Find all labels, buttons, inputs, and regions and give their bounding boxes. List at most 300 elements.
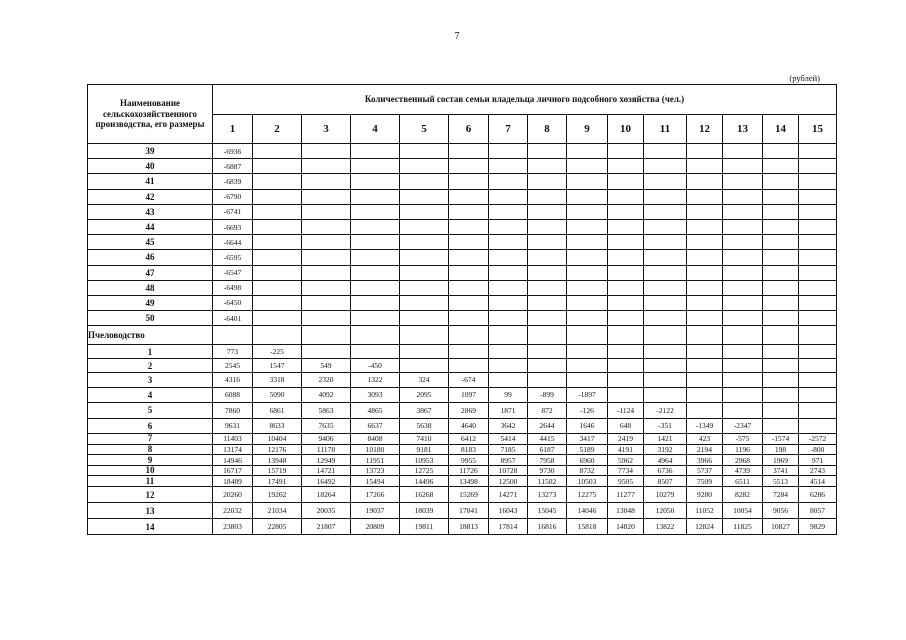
table-cell [723,345,763,359]
table-cell: -2347 [723,418,763,434]
row-label: 3 [88,373,213,387]
table-cell: -6498 [213,280,253,295]
table-cell [567,159,608,174]
column-header-15: 15 [799,114,837,144]
row-label: 2 [88,359,213,373]
table-cell: 5513 [763,476,799,487]
table-cell: 10404 [253,434,302,445]
table-cell: -6547 [213,265,253,280]
table-cell: 5414 [489,434,528,445]
table-cell: -6839 [213,174,253,189]
table-cell [723,189,763,204]
table-cell: 7284 [763,487,799,503]
table-cell: 872 [528,403,567,419]
row-label: 39 [88,144,213,159]
table-cell [351,295,400,310]
table-cell [608,219,644,234]
table-cell [253,326,302,345]
table-cell [687,189,723,204]
table-cell: 14721 [302,465,351,476]
table-cell: 14271 [489,487,528,503]
table-cell: -351 [644,418,687,434]
table-cell: 13273 [528,487,567,503]
table-cell: 3642 [489,418,528,434]
table-cell [528,265,567,280]
row-label: 10 [88,465,213,476]
table-cell [400,144,449,159]
table-cell [302,250,351,265]
table-row [88,280,837,295]
table-cell [253,144,302,159]
table-cell: 11502 [528,476,567,487]
table-cell [763,159,799,174]
table-cell: 7509 [687,476,723,487]
table-cell [567,235,608,250]
table-cell: -6741 [213,204,253,219]
table-cell [351,159,400,174]
table-cell [687,345,723,359]
table-cell [489,311,528,326]
table-cell [449,311,489,326]
row-label: 11 [88,476,213,487]
column-header-10: 10 [608,114,644,144]
table-cell [351,250,400,265]
table-cell: 4191 [608,444,644,455]
table-cell [351,326,400,345]
table-cell [687,359,723,373]
table-cell [400,204,449,219]
table-cell [253,159,302,174]
table-cell [763,144,799,159]
table-cell: 2194 [687,444,723,455]
table-cell [351,235,400,250]
table-row [88,235,837,250]
table-cell [687,280,723,295]
table-cell [351,189,400,204]
table-cell [608,265,644,280]
table-cell: 13723 [351,465,400,476]
table-cell [799,189,837,204]
table-row [88,345,837,359]
table-cell [449,174,489,189]
table-cell [799,265,837,280]
table-cell: 17491 [253,476,302,487]
column-header-2: 2 [253,114,302,144]
table-cell [528,311,567,326]
table-cell: 648 [608,418,644,434]
table-cell [763,387,799,403]
table-cell [567,174,608,189]
table-cell [253,174,302,189]
table-row [88,359,837,373]
table-cell: 17266 [351,487,400,503]
table-cell: 8957 [489,455,528,466]
table-cell: 1969 [763,455,799,466]
table-cell [763,204,799,219]
table-cell [489,159,528,174]
table-cell [351,280,400,295]
table-cell [351,204,400,219]
table-cell [608,359,644,373]
table-cell: 2743 [799,465,837,476]
table-cell: -674 [449,373,489,387]
table-cell [799,387,837,403]
table-cell: 6637 [351,418,400,434]
table-cell [528,144,567,159]
table-cell: 10728 [489,465,528,476]
table-cell: 5962 [608,455,644,466]
table-cell: 9280 [687,487,723,503]
table-cell [763,189,799,204]
table-cell: -1574 [763,434,799,445]
table-cell: 8732 [567,465,608,476]
table-row [88,503,837,519]
table-cell: 2419 [608,434,644,445]
family-size-group-header: Количественный состав семьи владельца личного подсобного хозяйства (чел.) [213,85,837,115]
table-cell [687,174,723,189]
table-cell: 9406 [302,434,351,445]
table-cell [763,265,799,280]
table-cell [528,189,567,204]
table-cell [253,265,302,280]
table-cell: -1124 [608,403,644,419]
table-cell [723,387,763,403]
table-cell: 15818 [567,519,608,535]
table-cell [449,219,489,234]
table-cell [253,311,302,326]
table-cell: 18039 [400,503,449,519]
table-cell [608,204,644,219]
table-cell [489,235,528,250]
table-row [88,455,837,466]
table-cell [400,326,449,345]
table-cell: 7958 [528,455,567,466]
table-cell [799,174,837,189]
table-cell: 19811 [400,519,449,535]
table-cell [608,250,644,265]
table-cell [253,204,302,219]
table-cell [400,345,449,359]
table-cell [302,159,351,174]
table-cell [567,326,608,345]
column-header-1: 1 [213,114,253,144]
table-row [88,487,837,503]
table-cell [763,311,799,326]
table-cell: 971 [799,455,837,466]
column-header-3: 3 [302,114,351,144]
table-cell [449,189,489,204]
table-cell [763,250,799,265]
table-cell: 9056 [763,503,799,519]
table-cell: 2869 [449,403,489,419]
table-cell: -1897 [567,387,608,403]
table-cell [528,345,567,359]
table-cell [763,235,799,250]
table-cell [644,189,687,204]
table-cell: 4640 [449,418,489,434]
table-cell: -6450 [213,295,253,310]
table-row [88,174,837,189]
table-row [88,295,837,310]
table-cell [400,159,449,174]
table-cell [763,174,799,189]
row-label: 6 [88,418,213,434]
column-header-5: 5 [400,114,449,144]
table-cell: 4964 [644,455,687,466]
table-cell [644,250,687,265]
table-cell [400,250,449,265]
table-cell: 4739 [723,465,763,476]
row-label: 8 [88,444,213,455]
table-cell: 21807 [302,519,351,535]
row-label: 44 [88,219,213,234]
table-cell: 9955 [449,455,489,466]
table-cell: 17041 [449,503,489,519]
table-cell: 1871 [489,403,528,419]
table-cell: 324 [400,373,449,387]
table-cell [489,174,528,189]
table-cell: 16816 [528,519,567,535]
table-cell [528,159,567,174]
table-cell [528,235,567,250]
row-label: 45 [88,235,213,250]
table-cell [608,159,644,174]
table-cell: 1097 [449,387,489,403]
table-cell [723,219,763,234]
table-cell [351,311,400,326]
table-cell [489,373,528,387]
table-cell: 3741 [763,465,799,476]
table-cell [449,326,489,345]
table-cell [449,235,489,250]
name-column-header: Наименование сельскохозяйственного производства, его размеры [88,85,213,144]
table-cell: 5737 [687,465,723,476]
table-cell: -6790 [213,189,253,204]
table-cell [644,345,687,359]
table-cell: 5189 [567,444,608,455]
table-cell: 11403 [213,434,253,445]
table-cell [567,280,608,295]
table-cell [528,174,567,189]
table-cell: -575 [723,434,763,445]
table-cell [567,373,608,387]
table-cell: 11052 [687,503,723,519]
row-label: 50 [88,311,213,326]
table-cell [644,219,687,234]
table-cell [253,189,302,204]
table-cell [799,280,837,295]
table-row [88,465,837,476]
table-cell: 10827 [763,519,799,535]
table-cell: 10503 [567,476,608,487]
table-cell [608,295,644,310]
table-cell: 9730 [528,465,567,476]
table-cell: 3093 [351,387,400,403]
table-cell: 10180 [351,444,400,455]
table-cell [567,144,608,159]
table-cell: -225 [253,345,302,359]
table-cell: 99 [489,387,528,403]
table-cell: 21034 [253,503,302,519]
table-cell: 6511 [723,476,763,487]
table-cell [687,326,723,345]
table-cell [687,311,723,326]
table-cell: 6960 [567,455,608,466]
data-table [87,84,837,535]
table-cell: 4316 [213,373,253,387]
table-cell: 18489 [213,476,253,487]
table-cell: 8408 [351,434,400,445]
table-cell: 14046 [567,503,608,519]
table-cell [608,345,644,359]
table-cell: 3966 [687,455,723,466]
table-row [88,311,837,326]
table-cell [608,189,644,204]
column-header-14: 14 [763,114,799,144]
table-cell: 12275 [567,487,608,503]
column-header-8: 8 [528,114,567,144]
table-cell: 15269 [449,487,489,503]
table-cell [351,144,400,159]
table-cell: 6187 [528,444,567,455]
row-label: 12 [88,487,213,503]
table-cell: 12949 [302,455,351,466]
table-cell: 13174 [213,444,253,455]
table-cell [567,250,608,265]
table-cell [449,359,489,373]
table-cell [723,174,763,189]
table-cell: 17814 [489,519,528,535]
table-cell [763,418,799,434]
table-cell: 13048 [608,503,644,519]
table-cell: -1349 [687,418,723,434]
table-cell [608,311,644,326]
table-cell: 14496 [400,476,449,487]
table-cell: 2545 [213,359,253,373]
row-label: 40 [88,159,213,174]
table-cell: 3192 [644,444,687,455]
table-cell [723,204,763,219]
table-cell [302,311,351,326]
table-cell: 6736 [644,465,687,476]
table-cell: 2320 [302,373,351,387]
table-cell [687,159,723,174]
table-cell [567,359,608,373]
table-cell: 423 [687,434,723,445]
table-cell: 7635 [302,418,351,434]
table-cell [567,295,608,310]
units-note: (рублей) [789,73,820,83]
table-cell: 22805 [253,519,302,535]
table-cell [763,280,799,295]
table-cell [763,219,799,234]
table-cell: -6644 [213,235,253,250]
table-cell [528,326,567,345]
table-cell [449,144,489,159]
table-cell [449,295,489,310]
table-cell: 19262 [253,487,302,503]
table-cell [723,235,763,250]
table-cell: -6595 [213,250,253,265]
table-row [88,519,837,535]
table-cell: 5863 [302,403,351,419]
column-header-4: 4 [351,114,400,144]
row-label: 4 [88,387,213,403]
row-label: 1 [88,345,213,359]
table-row [88,418,837,434]
table-cell [489,250,528,265]
table-cell [723,295,763,310]
table-cell [644,204,687,219]
table-cell [763,295,799,310]
table-cell: 7410 [400,434,449,445]
table-cell [302,295,351,310]
table-cell [449,265,489,280]
table-cell: 7860 [213,403,253,419]
table-cell [608,387,644,403]
table-cell: 23803 [213,519,253,535]
table-cell [644,295,687,310]
row-label: 47 [88,265,213,280]
table-cell [723,311,763,326]
table-cell: 2095 [400,387,449,403]
table-cell [302,144,351,159]
table-cell [799,373,837,387]
table-cell: -6936 [213,144,253,159]
table-cell: 12050 [644,503,687,519]
table-row [88,144,837,159]
table-cell [449,250,489,265]
table-cell [799,235,837,250]
table-cell: 1421 [644,434,687,445]
table-cell [449,159,489,174]
row-label: 46 [88,250,213,265]
table-cell [799,219,837,234]
table-row [88,159,837,174]
table-cell [567,311,608,326]
table-cell [489,326,528,345]
table-cell [528,295,567,310]
row-label: 14 [88,519,213,535]
table-cell: 8507 [644,476,687,487]
table-cell [489,189,528,204]
table-cell: 15494 [351,476,400,487]
table-cell [799,295,837,310]
section-row [88,326,837,345]
table-cell: 22032 [213,503,253,519]
table-cell: 8183 [449,444,489,455]
column-header-11: 11 [644,114,687,144]
table-cell [567,219,608,234]
table-cell: 12824 [687,519,723,535]
table-cell [400,235,449,250]
table-cell: 5090 [253,387,302,403]
table-cell [644,373,687,387]
table-row [88,204,837,219]
table-cell: 7734 [608,465,644,476]
table-cell: 6861 [253,403,302,419]
table-cell [489,359,528,373]
table-cell [253,280,302,295]
table-cell: 6088 [213,387,253,403]
row-label: 41 [88,174,213,189]
table-cell: 773 [213,345,253,359]
table-cell [687,204,723,219]
table-cell [400,265,449,280]
table-cell [799,418,837,434]
table-cell [763,326,799,345]
table-cell: 9829 [799,519,837,535]
